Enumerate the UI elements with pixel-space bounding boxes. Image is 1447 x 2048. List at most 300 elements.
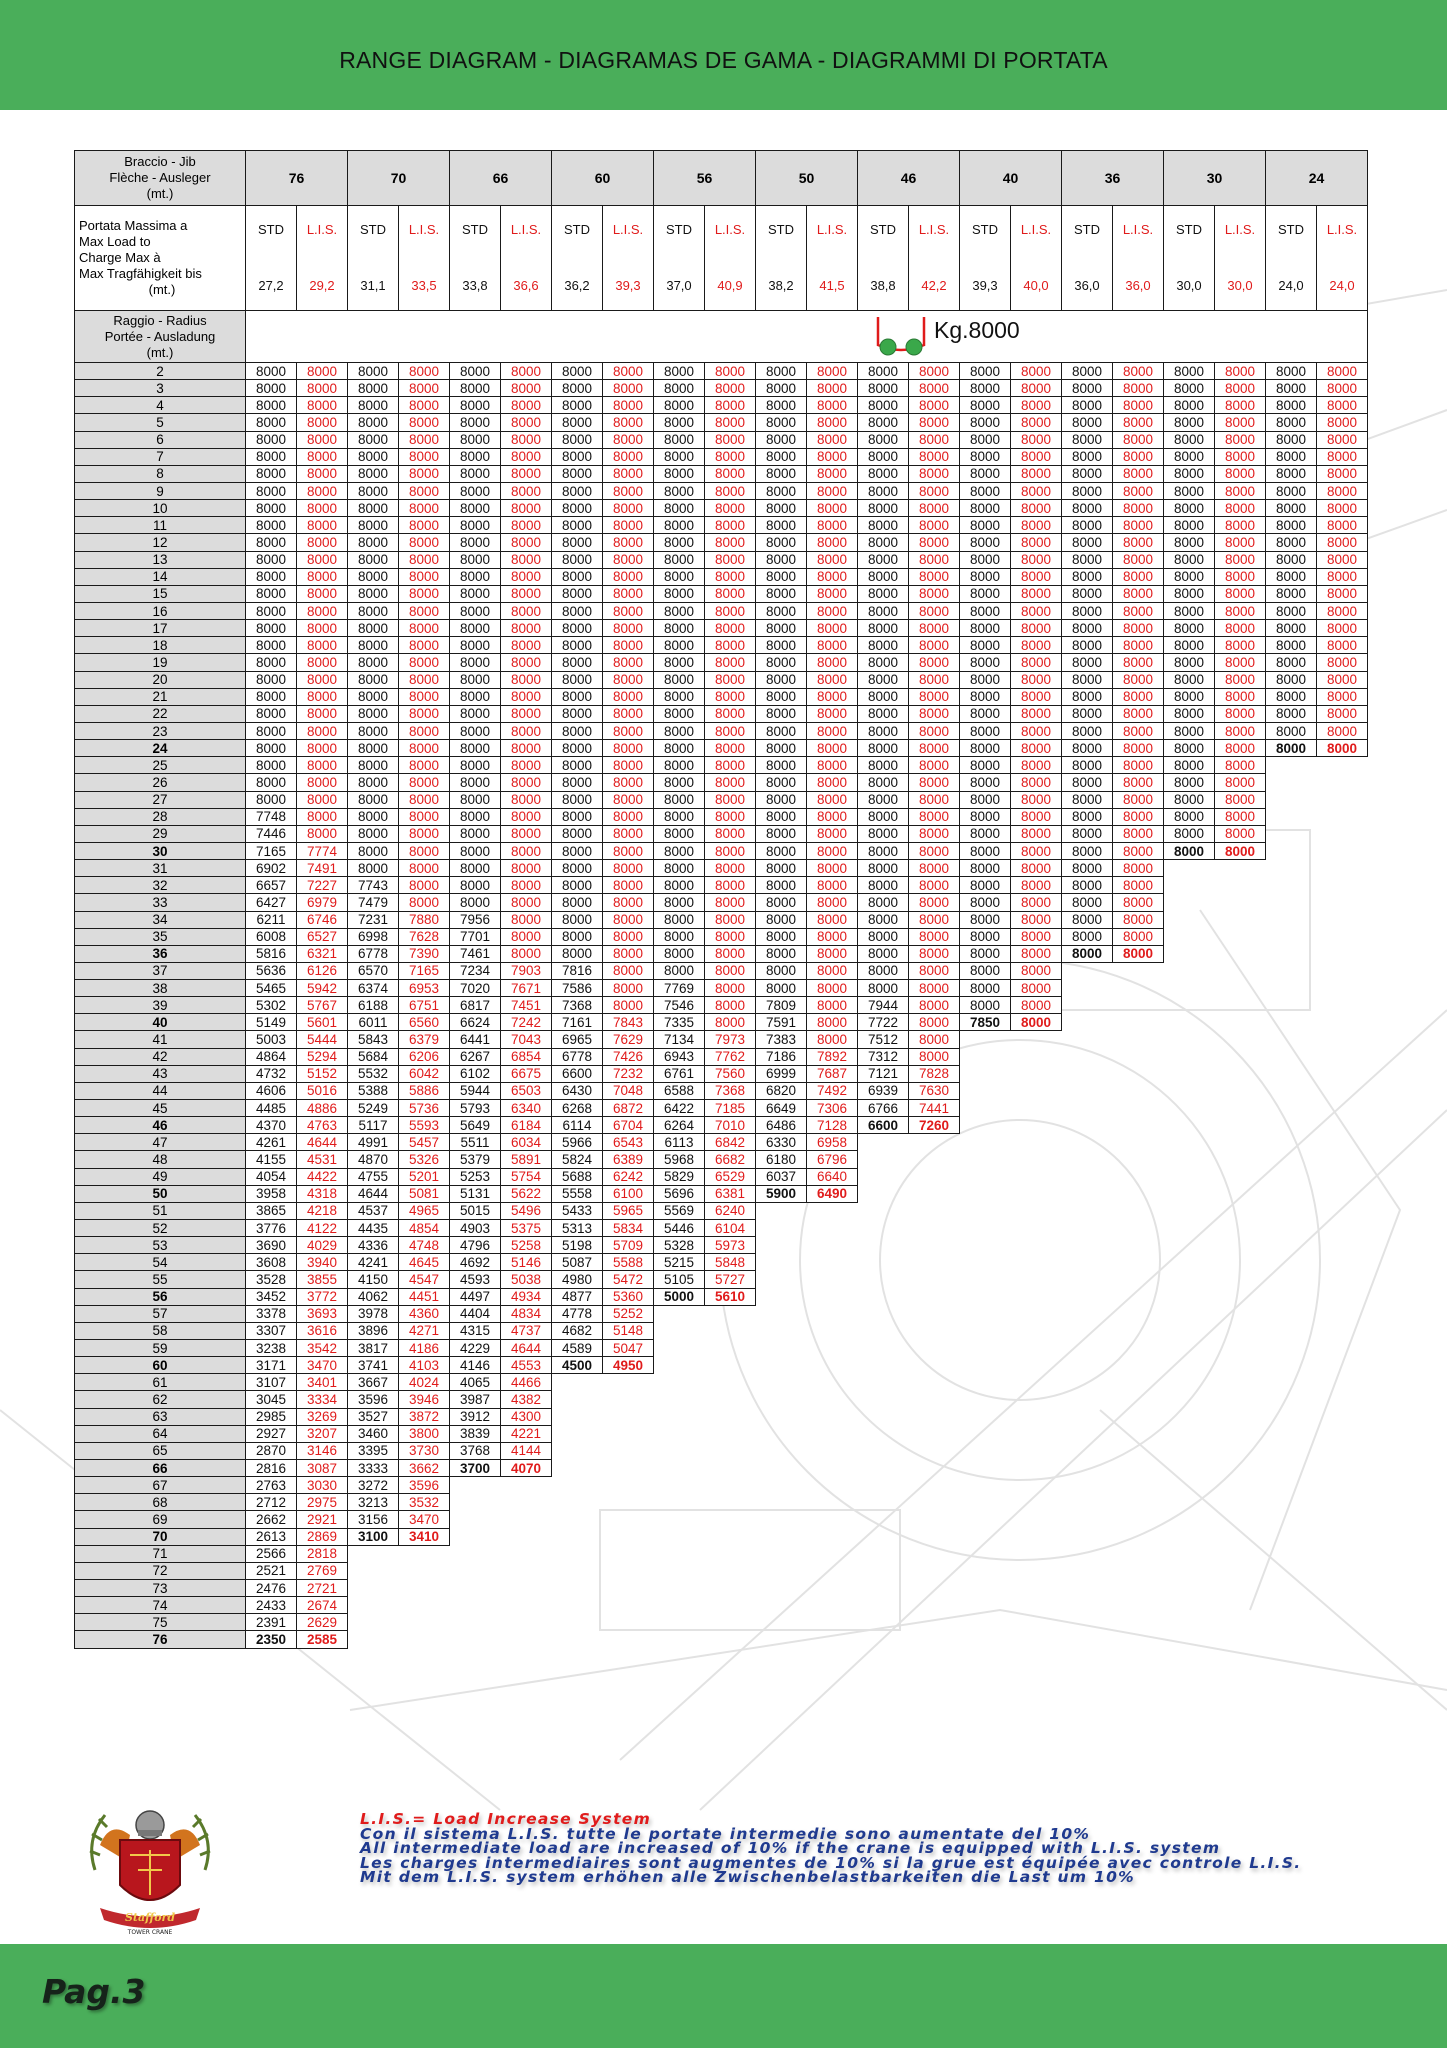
lis-load-cell: 8000 — [1011, 397, 1062, 414]
lis-load-cell: 8000 — [1317, 602, 1368, 619]
radius-row — [75, 448, 1368, 465]
std-load-cell: 2763 — [246, 1477, 297, 1494]
lis-load-cell: 5736 — [399, 1100, 450, 1117]
radius-row — [75, 928, 1368, 945]
radius-value: 62 — [75, 1391, 246, 1408]
empty-cell — [1317, 928, 1368, 945]
empty-cell — [1164, 1579, 1215, 1596]
std-load-cell: 8000 — [246, 397, 297, 414]
radius-row — [75, 1579, 1368, 1596]
empty-cell — [1062, 1545, 1113, 1562]
empty-cell — [399, 1614, 450, 1631]
empty-cell — [1113, 962, 1164, 979]
lis-load-cell: 8000 — [297, 774, 348, 791]
lis-load-cell: 5848 — [705, 1254, 756, 1271]
std-load-cell: 8000 — [654, 842, 705, 859]
empty-cell — [654, 1340, 705, 1357]
empty-cell — [705, 1322, 756, 1339]
lis-load-cell: 4553 — [501, 1357, 552, 1374]
empty-cell — [1164, 911, 1215, 928]
radius-value: 37 — [75, 962, 246, 979]
std-load-cell: 5149 — [246, 1014, 297, 1031]
empty-cell — [909, 1134, 960, 1151]
empty-cell — [1164, 1185, 1215, 1202]
lis-load-cell: 7048 — [603, 1082, 654, 1099]
std-load-cell: 8000 — [450, 774, 501, 791]
lis-load-cell: 8000 — [603, 945, 654, 962]
std-load-cell: 8000 — [960, 928, 1011, 945]
empty-cell — [1317, 1202, 1368, 1219]
lis-load-cell: 8000 — [297, 825, 348, 842]
lis-load-cell: 8000 — [603, 894, 654, 911]
std-load-cell: 8000 — [1266, 637, 1317, 654]
lis-load-cell: 8000 — [807, 877, 858, 894]
empty-cell — [1266, 1305, 1317, 1322]
std-load-cell: 8000 — [960, 500, 1011, 517]
std-max-cell — [960, 206, 1011, 311]
lis-load-cell: 8000 — [501, 465, 552, 482]
std-load-cell: 8000 — [960, 671, 1011, 688]
std-load-cell: 8000 — [960, 962, 1011, 979]
radius-row — [75, 1134, 1368, 1151]
std-load-cell: 8000 — [756, 465, 807, 482]
lis-max-cell — [297, 206, 348, 311]
empty-cell — [1062, 1408, 1113, 1425]
lis-load-cell: 8000 — [399, 791, 450, 808]
lis-label: L.I.S. — [408, 222, 440, 237]
empty-cell — [1164, 1082, 1215, 1099]
empty-cell — [858, 1494, 909, 1511]
empty-cell — [654, 1562, 705, 1579]
radius-row — [75, 911, 1368, 928]
lis-load-cell: 6529 — [705, 1168, 756, 1185]
radius-value: 30 — [75, 842, 246, 859]
lis-load-cell: 6979 — [297, 894, 348, 911]
lis-max-cell — [705, 206, 756, 311]
lis-load-cell: 8000 — [1215, 825, 1266, 842]
std-load-cell: 8000 — [858, 568, 909, 585]
lis-load-cell: 8000 — [705, 414, 756, 431]
radius-label-line: Portée - Ausladung — [104, 328, 216, 344]
std-load-cell: 4870 — [348, 1151, 399, 1168]
empty-cell — [705, 1477, 756, 1494]
lis-load-cell: 5622 — [501, 1185, 552, 1202]
lis-load-cell: 8000 — [501, 397, 552, 414]
empty-cell — [1164, 1528, 1215, 1545]
lis-load-cell: 8000 — [807, 1031, 858, 1048]
std-load-cell: 7546 — [654, 997, 705, 1014]
std-load-cell: 8000 — [348, 414, 399, 431]
lis-load-cell: 8000 — [1011, 894, 1062, 911]
std-load-cell: 5000 — [654, 1288, 705, 1305]
empty-cell — [1317, 1082, 1368, 1099]
lis-load-cell: 4763 — [297, 1117, 348, 1134]
std-load-cell: 8000 — [1062, 688, 1113, 705]
lis-load-cell: 8000 — [1317, 500, 1368, 517]
std-load-cell: 2927 — [246, 1425, 297, 1442]
lis-load-cell: 8000 — [399, 654, 450, 671]
std-load-cell: 8000 — [858, 534, 909, 551]
empty-cell — [756, 1254, 807, 1271]
empty-cell — [858, 1271, 909, 1288]
empty-cell — [1266, 1340, 1317, 1357]
empty-cell — [756, 1357, 807, 1374]
empty-cell — [450, 1631, 501, 1648]
std-load-cell: 8000 — [552, 894, 603, 911]
empty-cell — [1062, 1340, 1113, 1357]
empty-cell — [1062, 1151, 1113, 1168]
lis-load-cell: 6560 — [399, 1014, 450, 1031]
std-label: STD — [360, 222, 386, 237]
empty-cell — [1215, 1185, 1266, 1202]
std-load-cell: 8000 — [246, 637, 297, 654]
empty-cell — [1317, 1545, 1368, 1562]
lis-load-cell: 8000 — [1113, 808, 1164, 825]
radius-value: 50 — [75, 1185, 246, 1202]
lis-load-cell: 8000 — [1113, 928, 1164, 945]
std-load-cell: 5968 — [654, 1151, 705, 1168]
lis-load-cell: 8000 — [807, 620, 858, 637]
lis-load-cell: 8000 — [297, 740, 348, 757]
std-load-cell: 5446 — [654, 1220, 705, 1237]
std-load-cell: 7479 — [348, 894, 399, 911]
radius-row — [75, 1442, 1368, 1459]
empty-cell — [1164, 877, 1215, 894]
empty-cell — [909, 1237, 960, 1254]
empty-cell — [1266, 1545, 1317, 1562]
lis-load-cell: 8000 — [1011, 1014, 1062, 1031]
lis-load-cell: 8000 — [1011, 860, 1062, 877]
std-load-cell: 8000 — [552, 414, 603, 431]
std-load-cell: 8000 — [1164, 431, 1215, 448]
empty-cell — [1164, 1340, 1215, 1357]
spacer-line — [1215, 244, 1265, 272]
std-load-cell: 5816 — [246, 945, 297, 962]
lis-load-cell: 8000 — [909, 722, 960, 739]
empty-cell — [603, 1579, 654, 1596]
empty-cell — [552, 1391, 603, 1408]
empty-cell — [960, 1288, 1011, 1305]
empty-cell — [348, 1631, 399, 1648]
empty-cell — [501, 1494, 552, 1511]
std-load-cell: 8000 — [246, 465, 297, 482]
std-label: STD — [768, 222, 794, 237]
std-load-cell: 8000 — [1062, 740, 1113, 757]
std-load-cell: 5003 — [246, 1031, 297, 1048]
empty-cell — [807, 1545, 858, 1562]
lis-load-cell: 7242 — [501, 1014, 552, 1031]
spacer-line — [1113, 244, 1163, 272]
empty-cell — [1266, 877, 1317, 894]
std-load-cell: 6441 — [450, 1031, 501, 1048]
empty-cell — [1011, 1185, 1062, 1202]
std-load-cell: 8000 — [756, 431, 807, 448]
empty-cell — [1317, 1185, 1368, 1202]
std-load-cell: 8000 — [246, 620, 297, 637]
lis-load-cell: 8000 — [807, 465, 858, 482]
lis-load-cell: 6490 — [807, 1185, 858, 1202]
std-load-cell: 8000 — [1062, 842, 1113, 859]
empty-cell — [1164, 1305, 1215, 1322]
std-load-cell: 8000 — [858, 620, 909, 637]
lis-load-cell: 8000 — [1215, 688, 1266, 705]
std-load-cell: 8000 — [1164, 808, 1215, 825]
std-load-cell: 8000 — [858, 602, 909, 619]
lis-load-cell: 8000 — [807, 585, 858, 602]
std-max-radius: 38,2 — [768, 278, 794, 293]
lis-load-cell: 3334 — [297, 1391, 348, 1408]
std-load-cell: 8000 — [654, 568, 705, 585]
empty-cell — [1266, 1031, 1317, 1048]
radius-row — [75, 722, 1368, 739]
std-load-cell: 8000 — [960, 482, 1011, 499]
lis-load-cell: 8000 — [1215, 414, 1266, 431]
std-load-cell: 8000 — [756, 448, 807, 465]
std-load-cell: 8000 — [756, 637, 807, 654]
empty-cell — [807, 1374, 858, 1391]
lis-load-cell: 8000 — [399, 637, 450, 654]
radius-value: 21 — [75, 688, 246, 705]
std-load-cell: 8000 — [654, 637, 705, 654]
empty-cell — [1215, 1408, 1266, 1425]
empty-cell — [909, 1425, 960, 1442]
empty-cell — [1164, 1065, 1215, 1082]
lis-load-cell: 8000 — [1113, 740, 1164, 757]
std-load-cell: 8000 — [756, 808, 807, 825]
lis-load-cell: 8000 — [705, 997, 756, 1014]
std-load-cell: 8000 — [552, 791, 603, 808]
std-load-cell: 7809 — [756, 997, 807, 1014]
empty-cell — [1113, 1494, 1164, 1511]
radius-value: 15 — [75, 585, 246, 602]
std-load-cell: 8000 — [1062, 774, 1113, 791]
lis-load-cell: 8000 — [1011, 602, 1062, 619]
std-load-cell: 3958 — [246, 1185, 297, 1202]
empty-cell — [348, 1579, 399, 1596]
lis-load-cell: 5942 — [297, 980, 348, 997]
lis-load-cell: 8000 — [909, 500, 960, 517]
empty-cell — [858, 1545, 909, 1562]
jib-label-line: (mt.) — [146, 186, 174, 201]
empty-cell — [756, 1425, 807, 1442]
std-load-cell: 8000 — [348, 551, 399, 568]
lis-load-cell: 8000 — [909, 825, 960, 842]
empty-cell — [1164, 1597, 1215, 1614]
empty-cell — [1266, 1494, 1317, 1511]
lis-load-cell: 4965 — [399, 1202, 450, 1219]
page-title: RANGE DIAGRAM - DIAGRAMAS DE GAMA - DIAGRAMMI DI PORTATA — [339, 47, 1108, 73]
lis-load-cell: 4531 — [297, 1151, 348, 1168]
lis-load-cell: 8000 — [1215, 465, 1266, 482]
empty-cell — [1011, 1631, 1062, 1648]
std-load-cell: 4537 — [348, 1202, 399, 1219]
empty-cell — [1113, 1460, 1164, 1477]
std-load-cell: 8000 — [1062, 911, 1113, 928]
std-load-cell: 6766 — [858, 1100, 909, 1117]
lis-load-cell: 8000 — [603, 722, 654, 739]
std-load-cell: 8000 — [1164, 705, 1215, 722]
spacer-line — [450, 244, 500, 272]
radius-row — [75, 842, 1368, 859]
radius-value: 6 — [75, 431, 246, 448]
std-load-cell: 8000 — [552, 842, 603, 859]
empty-cell — [1215, 1237, 1266, 1254]
lis-load-cell: 8000 — [1011, 620, 1062, 637]
std-load-cell: 8000 — [552, 620, 603, 637]
lis-load-cell: 8000 — [909, 620, 960, 637]
lis-load-cell: 4318 — [297, 1185, 348, 1202]
std-load-cell: 8000 — [960, 688, 1011, 705]
jib-length-header: 76 — [246, 151, 348, 206]
std-load-cell: 8000 — [858, 397, 909, 414]
lis-load-cell: 8000 — [705, 705, 756, 722]
lis-load-cell: 8000 — [1011, 808, 1062, 825]
empty-cell — [1266, 791, 1317, 808]
empty-cell — [807, 1254, 858, 1271]
radius-value: 64 — [75, 1425, 246, 1442]
empty-cell — [960, 1322, 1011, 1339]
std-load-cell: 2985 — [246, 1408, 297, 1425]
empty-cell — [1317, 1151, 1368, 1168]
lis-load-cell: 5016 — [297, 1082, 348, 1099]
radius-value: 56 — [75, 1288, 246, 1305]
lis-label: L.I.S. — [306, 222, 338, 237]
empty-cell — [1113, 1425, 1164, 1442]
empty-cell — [1113, 1117, 1164, 1134]
empty-cell — [1266, 1151, 1317, 1168]
std-load-cell: 8000 — [1266, 602, 1317, 619]
empty-cell — [1062, 1494, 1113, 1511]
empty-cell — [1062, 1579, 1113, 1596]
empty-cell — [858, 1151, 909, 1168]
empty-cell — [450, 1477, 501, 1494]
lis-load-cell: 8000 — [399, 774, 450, 791]
radius-value: 38 — [75, 980, 246, 997]
empty-cell — [756, 1202, 807, 1219]
empty-cell — [1062, 1425, 1113, 1442]
empty-cell — [1113, 1614, 1164, 1631]
empty-cell — [1215, 1031, 1266, 1048]
std-load-cell: 8000 — [1062, 431, 1113, 448]
std-max-radius: 36,2 — [564, 278, 590, 293]
std-load-cell: 4755 — [348, 1168, 399, 1185]
std-load-cell: 5215 — [654, 1254, 705, 1271]
std-load-cell: 8000 — [552, 568, 603, 585]
lis-load-cell: 8000 — [501, 842, 552, 859]
jib-length-header: 60 — [552, 151, 654, 206]
empty-cell — [1317, 825, 1368, 842]
empty-cell — [1215, 1528, 1266, 1545]
lis-load-cell: 8000 — [1113, 620, 1164, 637]
radius-row — [75, 620, 1368, 637]
std-load-cell: 7850 — [960, 1014, 1011, 1031]
jib-label-line: Flèche - Ausleger — [109, 170, 211, 185]
empty-cell — [654, 1545, 705, 1562]
std-load-cell: 8000 — [552, 397, 603, 414]
lis-load-cell: 8000 — [1215, 585, 1266, 602]
lis-load-cell: 8000 — [1317, 363, 1368, 380]
std-load-cell: 4500 — [552, 1357, 603, 1374]
std-load-cell: 8000 — [858, 637, 909, 654]
lis-load-cell: 4934 — [501, 1288, 552, 1305]
std-load-cell: 8000 — [348, 808, 399, 825]
empty-cell — [1113, 997, 1164, 1014]
std-load-cell: 3817 — [348, 1340, 399, 1357]
empty-cell — [807, 1391, 858, 1408]
empty-cell — [1317, 1065, 1368, 1082]
empty-cell — [1011, 1579, 1062, 1596]
lis-load-cell: 7492 — [807, 1082, 858, 1099]
empty-cell — [1317, 1254, 1368, 1271]
lis-load-cell: 8000 — [1113, 894, 1164, 911]
std-load-cell: 5696 — [654, 1185, 705, 1202]
std-load-cell: 7586 — [552, 980, 603, 997]
empty-cell — [909, 1579, 960, 1596]
empty-cell — [1113, 1391, 1164, 1408]
radius-value: 73 — [75, 1579, 246, 1596]
empty-cell — [1266, 1254, 1317, 1271]
lis-load-cell: 5146 — [501, 1254, 552, 1271]
empty-cell — [1317, 1528, 1368, 1545]
empty-cell — [1266, 1562, 1317, 1579]
empty-cell — [1062, 1065, 1113, 1082]
empty-cell — [858, 1374, 909, 1391]
lis-load-cell: 6704 — [603, 1117, 654, 1134]
empty-cell — [807, 1460, 858, 1477]
lis-load-cell: 7560 — [705, 1065, 756, 1082]
empty-cell — [603, 1614, 654, 1631]
lis-load-cell: 8000 — [399, 757, 450, 774]
empty-cell — [1011, 1357, 1062, 1374]
lis-load-cell: 8000 — [1113, 757, 1164, 774]
lis-load-cell: 8000 — [399, 414, 450, 431]
empty-cell — [1266, 1065, 1317, 1082]
spacer-line — [603, 244, 653, 272]
std-load-cell: 8000 — [552, 945, 603, 962]
radius-row — [75, 1631, 1368, 1648]
lis-load-cell: 8000 — [705, 551, 756, 568]
std-load-cell: 8000 — [1266, 380, 1317, 397]
std-load-cell: 6267 — [450, 1048, 501, 1065]
std-load-cell: 7816 — [552, 962, 603, 979]
std-load-cell: 4692 — [450, 1254, 501, 1271]
radius-row — [75, 1357, 1368, 1374]
lis-load-cell: 8000 — [807, 945, 858, 962]
std-load-cell: 8000 — [246, 551, 297, 568]
lis-load-cell: 8000 — [297, 465, 348, 482]
lis-load-cell: 6100 — [603, 1185, 654, 1202]
lis-load-cell: 7232 — [603, 1065, 654, 1082]
std-load-cell: 2662 — [246, 1511, 297, 1528]
empty-cell — [960, 1494, 1011, 1511]
empty-cell — [1164, 1460, 1215, 1477]
empty-cell — [1266, 1614, 1317, 1631]
empty-cell — [1317, 1357, 1368, 1374]
empty-cell — [1215, 962, 1266, 979]
lis-load-cell: 7010 — [705, 1117, 756, 1134]
empty-cell — [705, 1614, 756, 1631]
empty-cell — [1317, 1391, 1368, 1408]
std-load-cell: 8000 — [654, 620, 705, 637]
lis-load-cell: 8000 — [705, 980, 756, 997]
lis-load-cell: 8000 — [501, 825, 552, 842]
lis-load-cell: 8000 — [399, 808, 450, 825]
empty-cell — [1011, 1477, 1062, 1494]
std-load-cell: 8000 — [858, 654, 909, 671]
spacer-line — [807, 244, 857, 272]
radius-row — [75, 1477, 1368, 1494]
std-load-cell: 8000 — [552, 877, 603, 894]
